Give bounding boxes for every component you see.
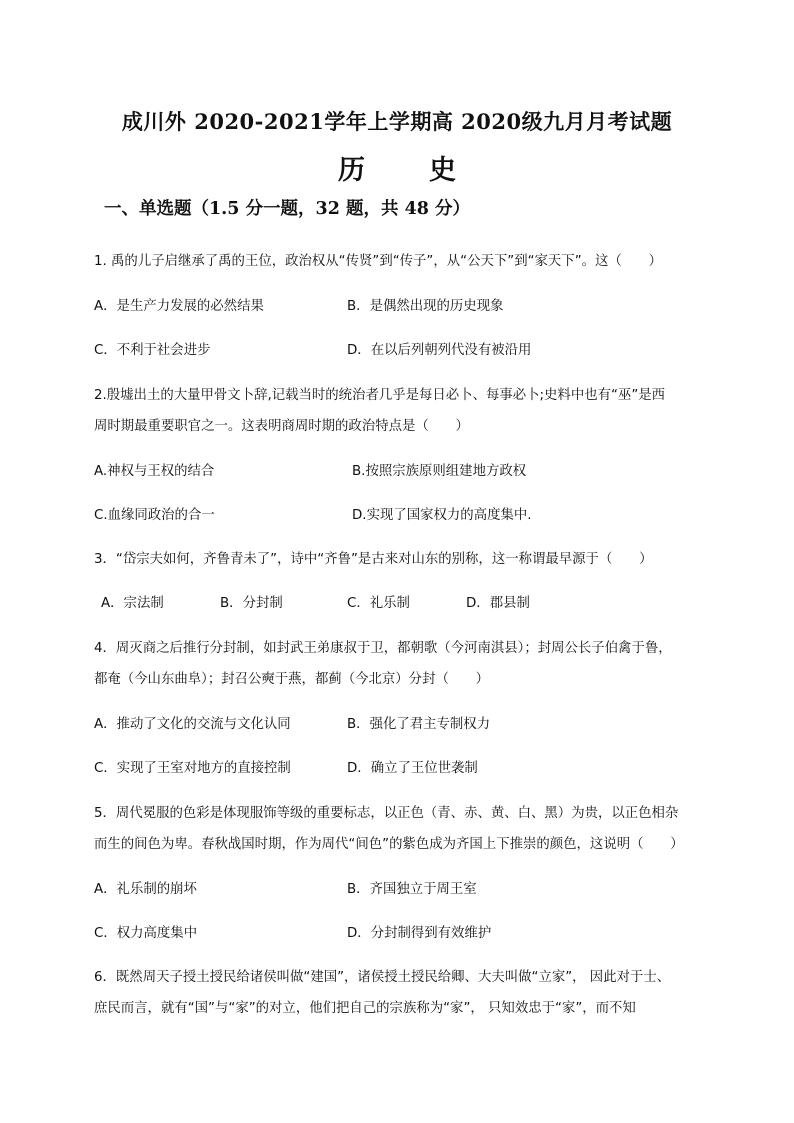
question-5-stem-line-1: 5．周代冕服的色彩是体现服饰等级的重要标志，以正色（青、赤、黄、白、黑）为贵，以正色相杂 [94,806,679,821]
subject-char-1: 历 [338,155,365,186]
subject-char-2: 史 [429,155,456,186]
q4-option-d: D．确立了王位世袭制 [347,761,478,776]
question-4-stem-line-1: 4．周灭商之后推行分封制，如封武王弟康叔于卫，都朝歌（今河南淇县）；封周公长子伯禽于鲁， [94,641,672,656]
q5-option-d: D．分封制得到有效维护 [347,926,492,941]
question-3-stem: 3．“岱宗夫如何，齐鲁青未了”，诗中“齐鲁”是古来对山东的别称，这一称谓最早源于（ ） [94,552,653,567]
q2-option-c: C.血缘同政治的合一 [94,508,215,523]
q2-option-d: D.实现了国家权力的高度集中. [352,508,532,523]
q5-option-a: A．礼乐制的崩坏 [94,882,197,897]
q4-option-a: A．推动了文化的交流与文化认同 [94,717,291,732]
question-6-stem-line-2: 庶民而言，就有“国”与“家”的对立，他们把自己的宗族称为“家”， 只知效忠于“家”，而不知 [94,1001,636,1016]
question-4-stem-line-2: 都奄（今山东曲阜）；封召公奭于燕，都蓟（今北京）分封（ ） [94,672,490,687]
section-heading: 一、单选题（1.5 分一题，32 题，共 48 分） [104,199,471,219]
question-2-stem-line-1: 2.殷墟出土的大量甲骨文卜辞,记载当时的统治者几乎是每日必卜、每事必卜;史料中也有“巫”是西 [94,388,666,403]
q4-option-b: B．强化了君主专制权力 [347,717,491,732]
q1-option-d: D．在以后列朝列代没有被沿用 [347,343,532,358]
q5-option-c: C．权力高度集中 [94,926,198,941]
q1-option-c: C．不利于社会进步 [94,343,211,358]
q3-option-b: B．分封制 [220,596,283,611]
q3-option-a: A．宗法制 [101,596,164,611]
q2-option-b: B.按照宗族原则组建地方政权 [352,464,527,479]
q2-option-a: A.神权与王权的结合 [94,464,215,479]
question-6-stem-line-1: 6．既然周天子授土授民给诸侯叫做“建国”，诸侯授土授民给卿、大夫叫做“立家”， 因此对于士、 [94,970,671,985]
q3-option-c: C．礼乐制 [347,596,410,611]
q3-option-d: D．郡县制 [466,596,530,611]
question-2-stem-line-2: 周时期最重要职官之一。这表明商周时期的政治特点是（ ） [94,419,469,434]
q1-option-a: A．是生产力发展的必然结果 [94,299,264,314]
question-1-stem: 1. 禹的儿子启继承了禹的王位，政治权从“传贤”到“传子”，从“公天下”到“家天下”。这（ ） [94,254,662,269]
question-5-stem-line-2: 而生的间色为卑。春秋战国时期，作为周代“间色”的紫色成为齐国上下推崇的颜色，这说明（ ） [94,837,684,852]
q1-option-b: B．是偶然出现的历史现象 [347,299,504,314]
subject-title [0,148,794,187]
exam-title: 成川外 2020-2021学年上学期高 2020级九月月考试题 [121,109,673,134]
q4-option-c: C．实现了王室对地方的直接控制 [94,761,291,776]
q5-option-b: B．齐国独立于周王室 [347,882,477,897]
